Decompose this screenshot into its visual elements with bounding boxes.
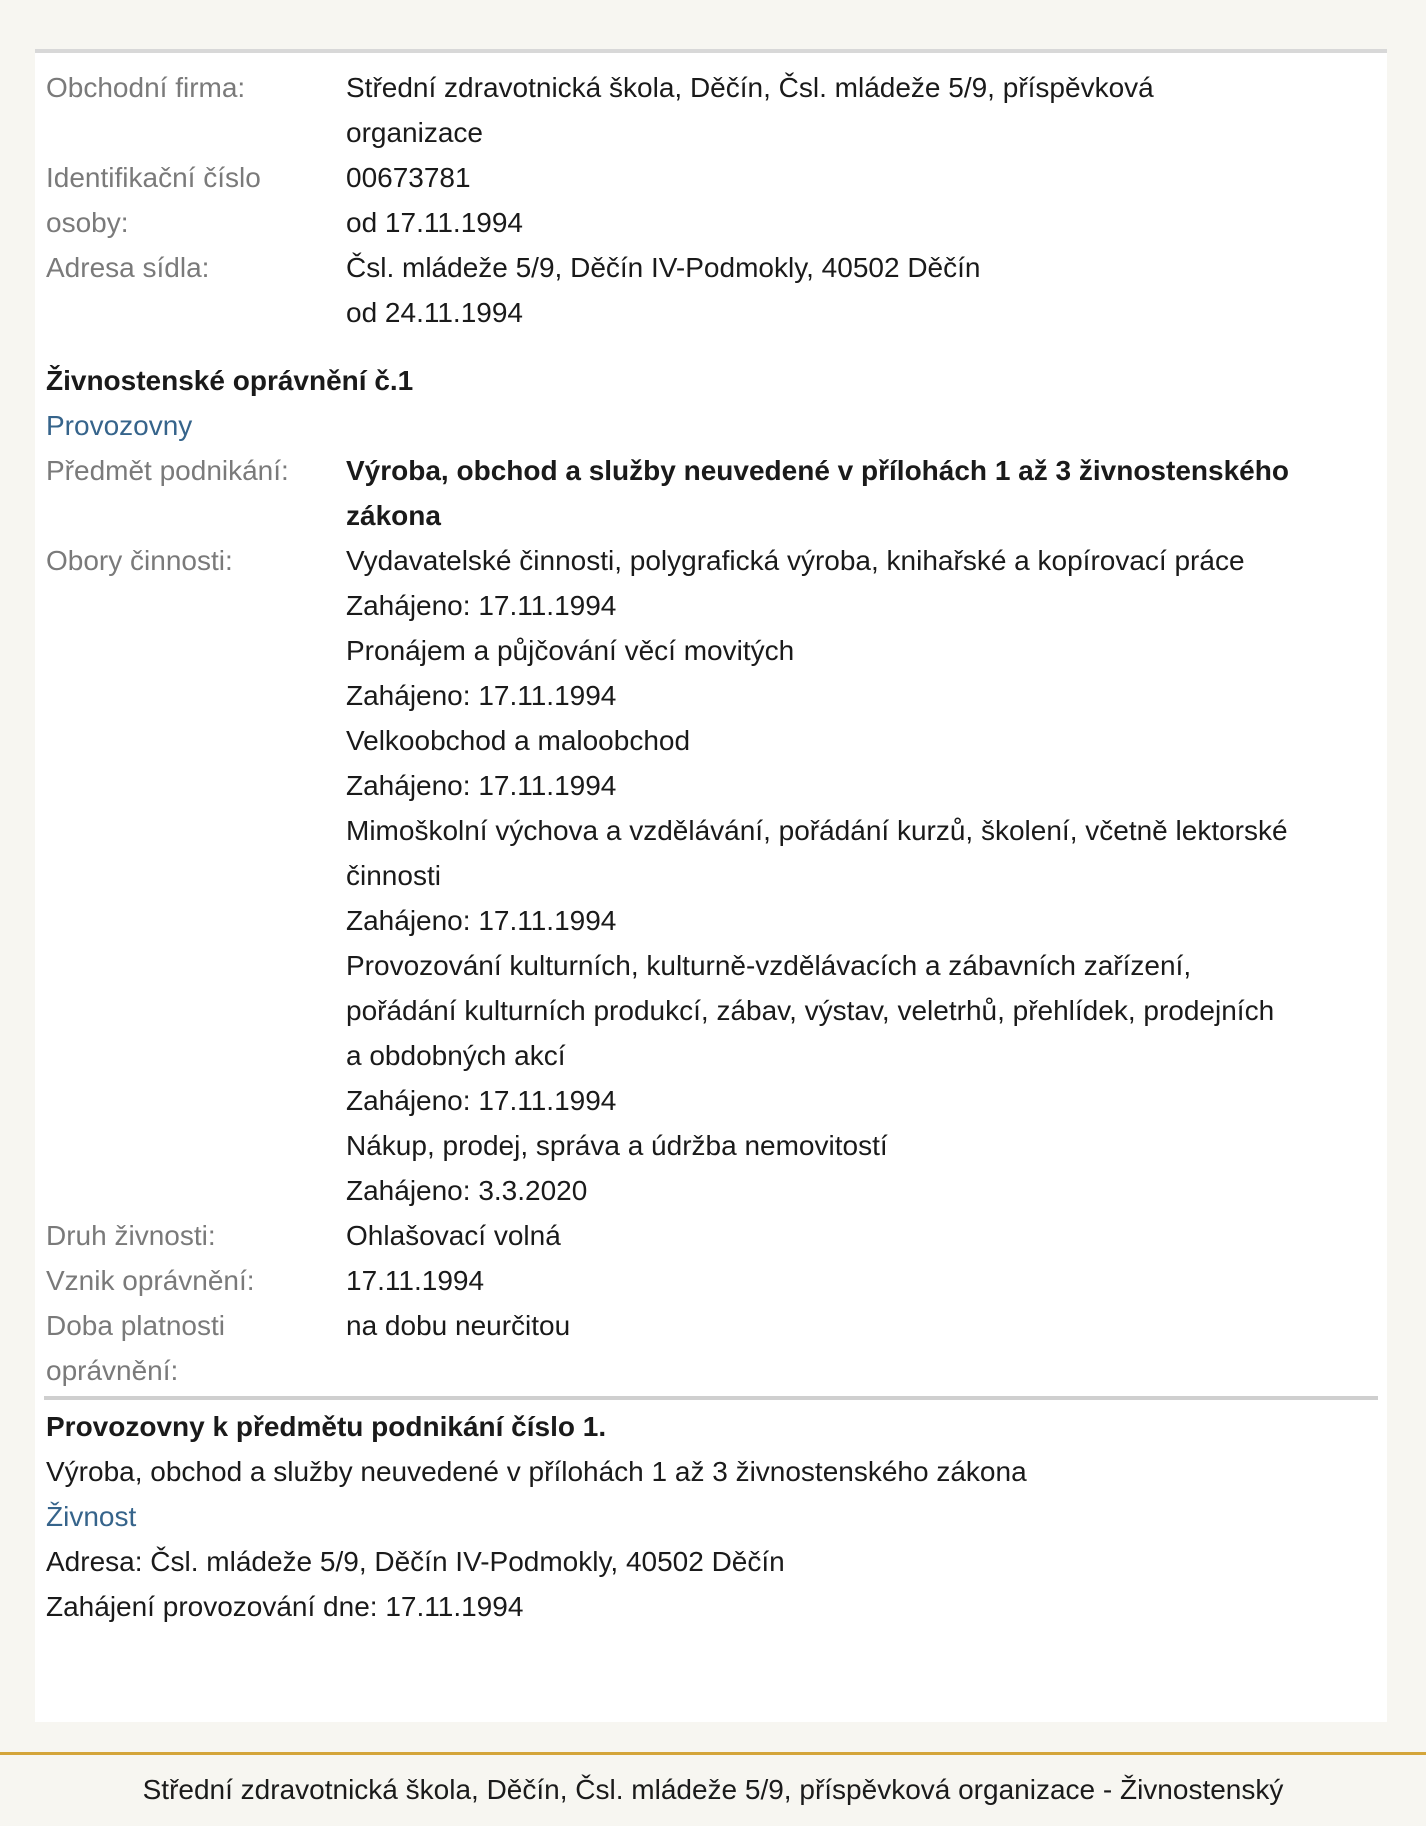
premises-start: Zahájení provozování dne: 17.11.1994: [46, 1591, 524, 1622]
field-name: Mimoškolní výchova a vzdělávání, pořádání kurzů, školení, včetně lektorské: [346, 815, 1288, 846]
validity-row: [46, 1303, 1376, 1393]
id-number-value: [346, 155, 1376, 245]
business-name-line: Střední zdravotnická škola, Děčín, Čsl. mládeže 5/9, příspěvková: [346, 72, 1154, 103]
trade-type-label: Druh živnosti:: [46, 1220, 216, 1251]
field-name: činnosti: [346, 860, 441, 891]
field-item: [346, 1123, 1376, 1213]
field-started: Zahájeno: 17.11.1994: [346, 590, 617, 621]
id-number-since: od 17.11.1994: [346, 207, 523, 238]
validity-label: [46, 1303, 346, 1393]
field-name: Velkoobchod a maloobchod: [346, 725, 691, 756]
address: Čsl. mládeže 5/9, Děčín IV-Podmokly, 40502 Děčín: [346, 252, 981, 283]
validity-value: na dobu neurčitou: [346, 1310, 571, 1341]
validity-label-line: oprávnění:: [46, 1355, 179, 1386]
origin-row: [46, 1258, 1376, 1303]
field-item: [346, 943, 1376, 1123]
id-number-row: [46, 155, 1376, 245]
section-divider: [44, 1396, 1378, 1400]
field-started: Zahájeno: 17.11.1994: [346, 680, 617, 711]
subject-row: [46, 448, 1376, 538]
business-name-value: [346, 65, 1376, 155]
address-since: od 24.11.1994: [346, 297, 523, 328]
field-item: [346, 718, 1376, 808]
business-name-line: organizace: [346, 117, 483, 148]
field-started: Zahájeno: 17.11.1994: [346, 770, 617, 801]
license-title: Živnostenské oprávnění č.1: [46, 365, 414, 396]
fields-label: Obory činnosti:: [46, 545, 233, 576]
fields-row: [46, 538, 1376, 1213]
subject-line: Výroba, obchod a služby neuvedené v přílohách 1 až 3 živnostenského: [346, 455, 1289, 486]
field-name: Vydavatelské činnosti, polygrafická výroba, knihařské a kopírovací práce: [346, 545, 1245, 576]
premises-link[interactable]: Provozovny: [46, 410, 193, 441]
id-number-label-line: Identifikační číslo: [46, 162, 261, 193]
fields-list: [346, 538, 1376, 1213]
field-name: Pronájem a půjčování věcí movitých: [346, 635, 795, 666]
field-name: a obdobných akcí: [346, 1040, 566, 1071]
origin-value: 17.11.1994: [346, 1265, 485, 1296]
trade-type-row: [46, 1213, 1376, 1258]
origin-label: Vznik oprávnění:: [46, 1265, 255, 1296]
address-row: [46, 245, 1376, 335]
field-started: Zahájeno: 17.11.1994: [346, 1085, 617, 1116]
field-item: [346, 808, 1376, 943]
field-item: [346, 538, 1376, 628]
id-number: 00673781: [346, 162, 471, 193]
address-value: [346, 245, 1376, 335]
premises-address: Adresa: Čsl. mládeže 5/9, Děčín IV-Podmokly, 40502 Děčín: [46, 1546, 785, 1577]
subject-value: [346, 448, 1376, 538]
field-started: Zahájeno: 3.3.2020: [346, 1175, 588, 1206]
premises-title: Provozovny k předmětu podnikání číslo 1.: [46, 1411, 607, 1442]
footer-text: Střední zdravotnická škola, Děčín, Čsl. mládeže 5/9, příspěvková organizace - Živnostenský: [142, 1774, 1284, 1805]
record-sheet: [35, 49, 1387, 1722]
record-content: [46, 65, 1376, 1629]
id-number-label-line: osoby:: [46, 207, 129, 238]
field-name: Provozování kulturních, kulturně-vzdělávacích a zábavních zařízení,: [346, 950, 1192, 981]
premises-subject: Výroba, obchod a služby neuvedené v přílohách 1 až 3 živnostenského zákona: [46, 1456, 1027, 1487]
trade-link[interactable]: Živnost: [46, 1501, 137, 1532]
field-started: Zahájeno: 17.11.1994: [346, 905, 617, 936]
business-name-label: Obchodní firma:: [46, 72, 246, 103]
field-name: Nákup, prodej, správa a údržba nemovitostí: [346, 1130, 888, 1161]
validity-label-line: Doba platnosti: [46, 1310, 226, 1341]
subject-label: Předmět podnikání:: [46, 455, 289, 486]
field-item: [346, 628, 1376, 718]
field-name: pořádání kulturních produkcí, zábav, výstav, veletrhů, přehlídek, prodejních: [346, 995, 1275, 1026]
business-name-row: [46, 65, 1376, 155]
page-footer: [0, 1752, 1426, 1826]
subject-line: zákona: [346, 500, 441, 531]
trade-type-value: Ohlašovací volná: [346, 1220, 561, 1251]
address-label: Adresa sídla:: [46, 252, 210, 283]
id-number-label: [46, 155, 346, 245]
